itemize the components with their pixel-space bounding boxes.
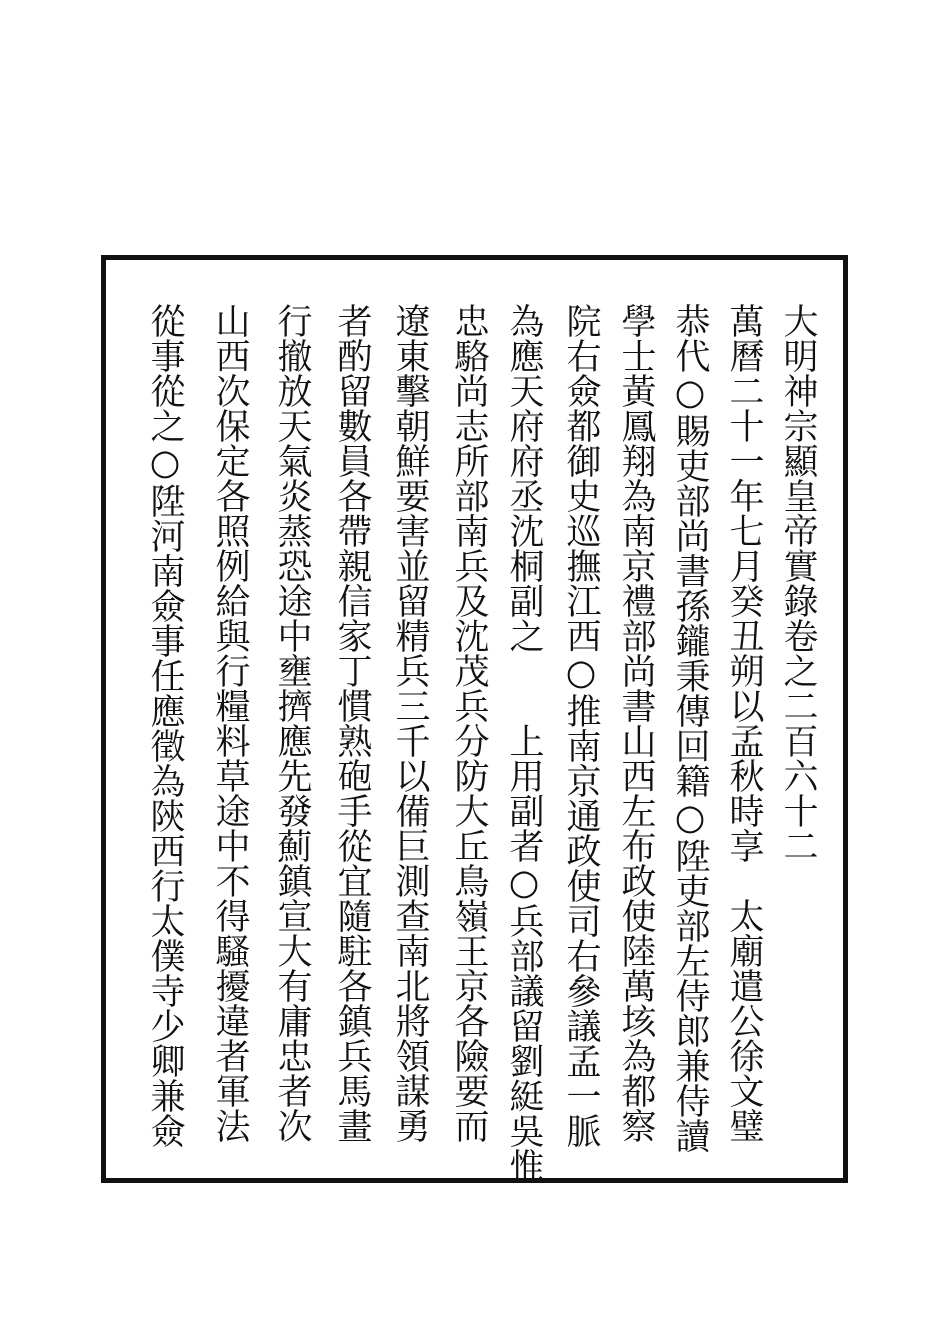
text-column-1: 大明神宗顯皇帝實錄卷之二百六十二: [778, 303, 818, 863]
text-column-7: 忠駱尚志所部南兵及沈茂兵分防大丘鳥嶺王京各險要而: [449, 303, 489, 1143]
text-column-4: 學士黃鳳翔為南京禮部尚書山西左布政使陸萬垓為都察: [616, 303, 656, 1143]
text-column-8: 遼東擊朝鮮要害並留精兵三千以備巨測查南北將領謀勇: [390, 303, 430, 1143]
text-column-9: 者酌留數員各帶親信家丁慣熟砲手從宜隨駐各鎮兵馬畫: [332, 303, 372, 1143]
text-column-5: 院右僉都御史巡撫江西○推南京通政使司右參議孟一脈: [561, 303, 601, 1148]
page-border-frame: [101, 255, 848, 1183]
text-column-3: 恭代○賜吏部尚書孫鑨秉傳回籍○陞吏部左侍郎兼侍讀: [670, 303, 710, 1153]
text-column-6: 為應天府府丞沈桐副之 上用副者○兵部議留劉綎吳惟: [504, 303, 544, 1183]
text-column-10: 行撤放天氣炎蒸恐途中壅擠應先發薊鎮宣大有庸忠者次: [272, 303, 312, 1143]
text-column-2: 萬曆二十一年七月癸丑朔以孟秋時享 太廟遣公徐文璧: [724, 303, 764, 1143]
text-column-11: 山西次保定各照例給與行糧料草途中不得騷擾違者軍法: [210, 303, 250, 1143]
text-column-12: 從事從之○陞河南僉事任應徵為陝西行太僕寺少卿兼僉: [145, 303, 185, 1148]
